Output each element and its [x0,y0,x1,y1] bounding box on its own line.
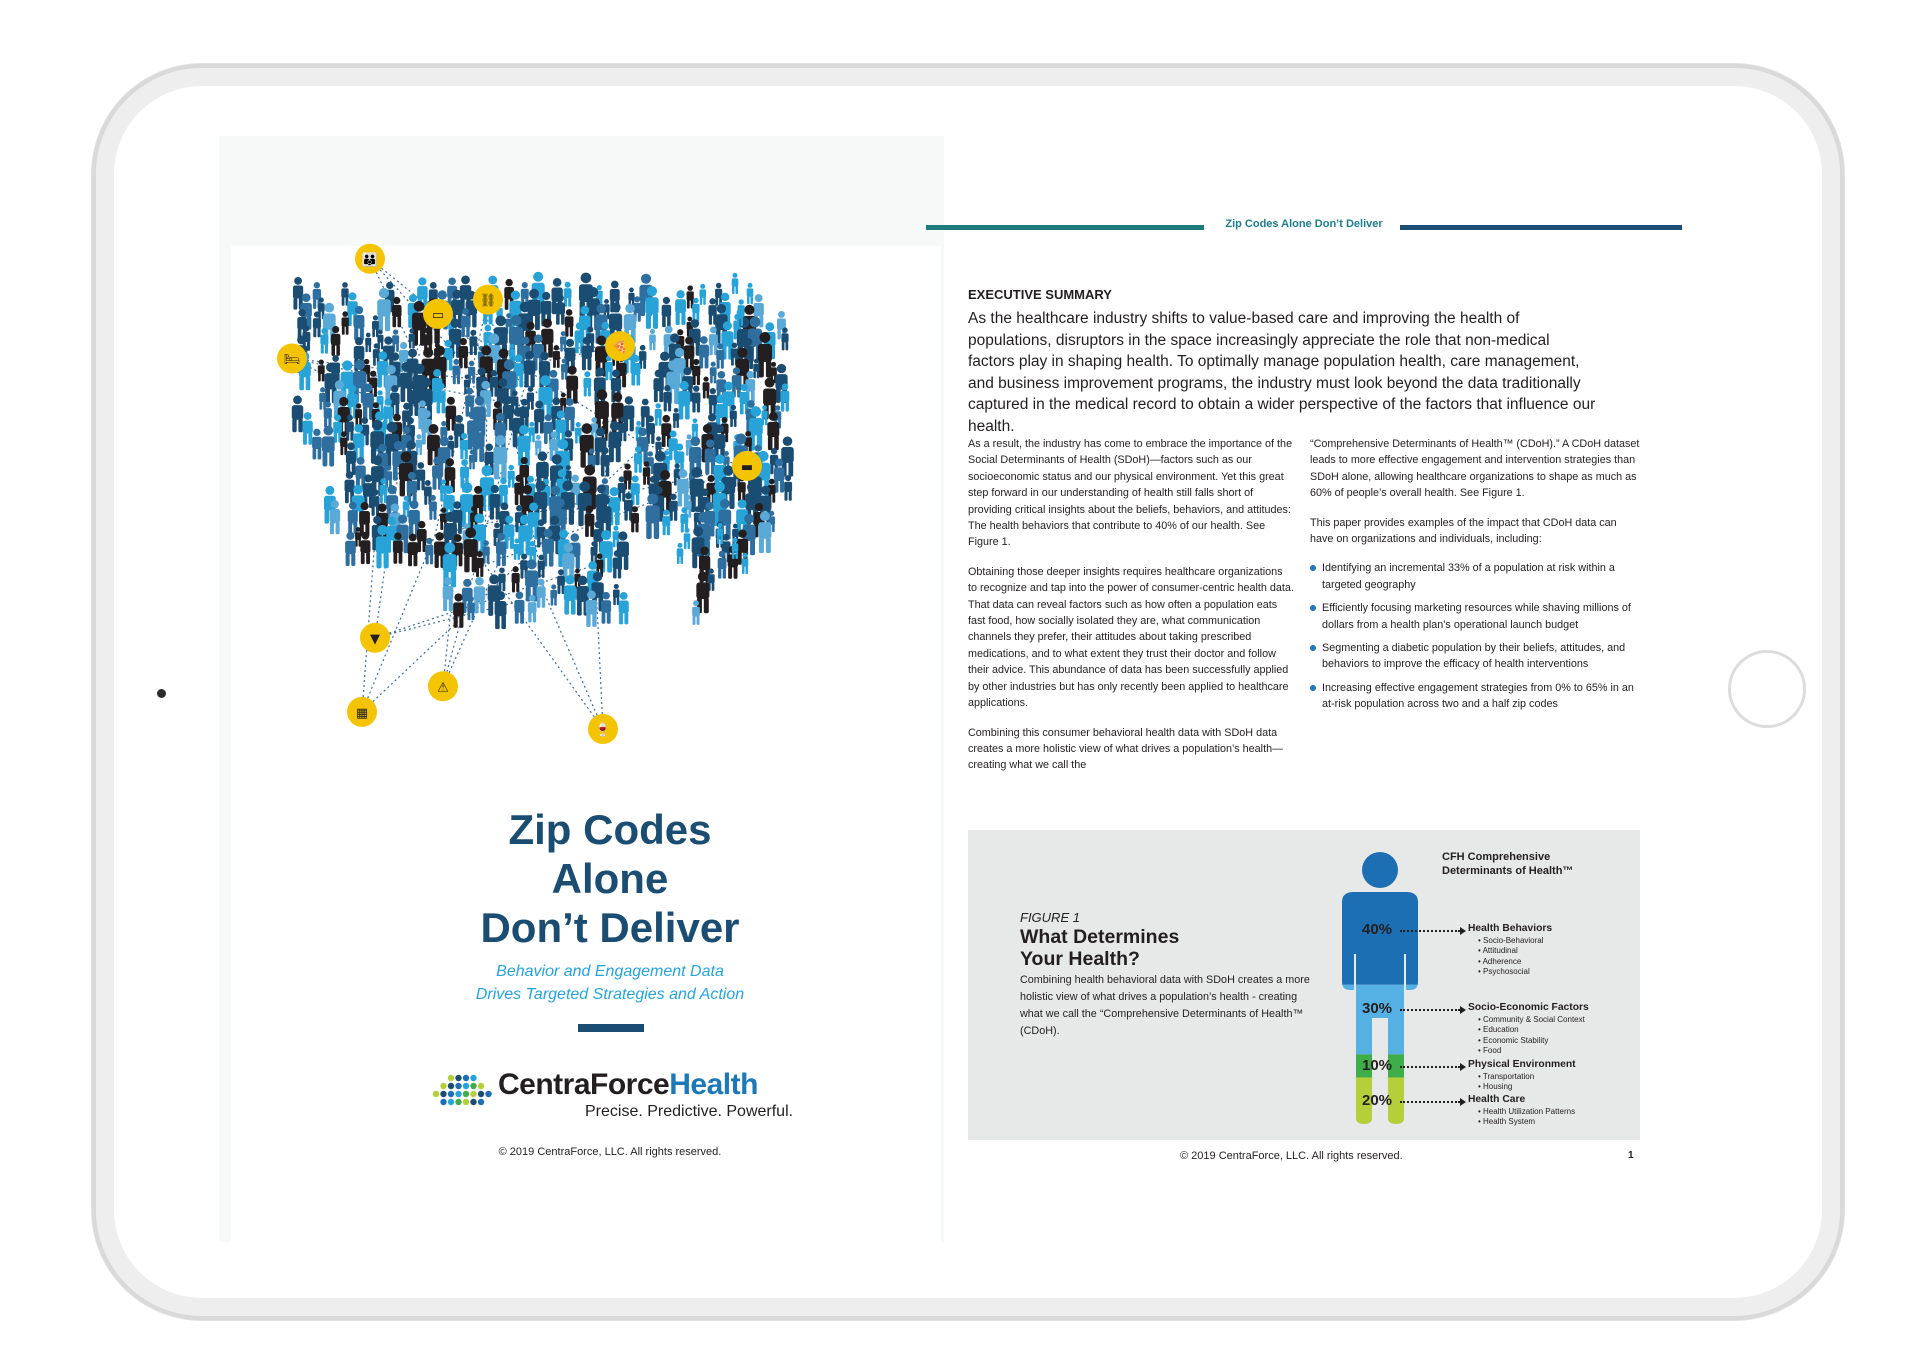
cover-copyright: © 2019 CentraForce, LLC. All rights reserved. [498,1146,722,1158]
paragraph: Combining this consumer behavioral health data with SDoH data creates a more holistic view of what drives a population’s health—creating what we call the [968,726,1283,772]
bed-icon [277,344,307,374]
person-icon [767,412,779,450]
person-icon [646,494,660,539]
person-icon [692,385,700,412]
running-header: Zip Codes Alone Don’t Deliver [1225,218,1383,230]
chart-subcategory: • Community & Social Context [1478,1015,1585,1025]
person-icon [585,506,595,537]
logo-dot [470,1083,476,1089]
chart-subcategory-list [1478,936,1544,978]
chart-subcategory: • Food [1478,1046,1585,1056]
logo-dot [463,1083,469,1089]
person-icon [677,543,684,564]
person-icon [699,336,709,368]
chart-subcategory: • Attitudinal [1478,946,1544,956]
person-icon [476,551,484,577]
chart-category-label: Socio-Economic Factors [1468,1001,1589,1013]
person-icon [452,359,460,384]
chart-subcategory: • Psychosocial [1478,967,1544,977]
logo-dot [463,1075,469,1081]
person-icon [365,333,371,353]
person-icon [692,600,700,625]
person-icon [359,502,370,536]
person-icon [443,577,454,611]
person-icon [355,403,362,425]
logo-dot [470,1075,476,1081]
logo-dot [448,1099,454,1105]
leader-line [1400,1009,1460,1011]
paragraph: This paper provides examples of the impact that CDoH data can have on organizations and individuals, including: [1310,516,1617,546]
logo-dot [448,1075,454,1081]
person-icon [320,328,328,354]
person-icon [758,332,772,377]
person-icon [524,351,535,388]
figure-head [1362,852,1398,888]
logo-dot [440,1099,446,1105]
person-icon [341,282,348,306]
logo-dot [448,1083,454,1089]
leader-line [1400,930,1460,932]
chart-category-label: Physical Environment [1468,1059,1576,1070]
person-icon [758,511,771,553]
person-icon [550,584,557,605]
person-icon [631,506,639,532]
person-icon [753,359,759,379]
header-rule-right [1400,225,1682,230]
person-icon [429,495,437,520]
person-icon [464,527,478,572]
person-icon [392,297,401,327]
person-icon [608,421,621,462]
figure-description: Combining health behavioral data with SDoH creates a more holistic view of what drives a population’s health - creating what we call the “Comprehensive Determinants of Health™ (CDoH). [1020,974,1310,1037]
person-icon [292,396,303,433]
summary-lead-paragraph: As the healthcare industry shifts to value-based care and improving the health of populations, disruptors in the space increasingly appreciate the role that non-medical factors play in shaping health. To optimally manage population health, care management, and business improvement programs, the industry must look beyond the data traditionally captured in the medical record to obtain a wider perspective of the factors that influence our health. [968,310,1596,435]
cover-title-line: Don’t Deliver [480,904,740,951]
person-icon [678,381,690,420]
person-icon [467,596,474,620]
person-icon [613,550,622,578]
paragraph: “Comprehensive Determinants of Health™ (CDoH).” A CDoH dataset leads to more effective engagement and intervention strategies than SDoH alone, allowing healthcare organizations to shape as much as 60% of people’s overall health. See Figure 1. [1310,438,1640,500]
svg-text:▬: ▬ [740,459,754,475]
person-icon [534,401,544,434]
bullet-item: Identifying an incremental 33% of a population at risk within a targeted geography [1310,560,1640,593]
person-icon [432,457,442,490]
person-icon [319,387,326,409]
person-icon [313,311,321,337]
person-icon [371,489,379,516]
person-icon [692,418,698,438]
page-number: 1 [1628,1150,1634,1161]
brand-tagline: Precise. Predictive. Powerful. [585,1103,794,1120]
person-icon [566,366,578,404]
bullet-list [1310,560,1640,712]
person-icon [376,525,390,568]
tie-icon [360,623,390,653]
cover-title-line: Zip Codes [508,806,712,853]
person-icon [673,408,679,428]
section-heading: EXECUTIVE SUMMARY [968,287,1112,302]
chart-subcategory: • Health System [1478,1117,1575,1127]
svg-text:👪: 👪 [361,252,379,268]
logo-dot [470,1091,476,1097]
logo-dot [470,1099,476,1105]
person-icon [355,527,361,547]
person-icon [732,273,739,294]
logo-dot [440,1083,446,1089]
person-icon [747,283,754,304]
chart-value-label: 10% [1362,1057,1393,1074]
person-icon [495,591,507,629]
person-icon [619,592,629,624]
chart-subcategory: • Housing [1478,1082,1534,1092]
header-rule-left [926,225,1204,230]
person-icon [662,509,670,535]
chart-subcategory-list [1478,1015,1585,1057]
person-icon [643,461,650,485]
person-icon [692,359,700,385]
cover-title-line: Alone [551,855,669,902]
chart-title: CFH Comprehensive Determinants of Health™ [1442,851,1574,877]
person-icon [324,401,332,427]
person-icon [717,523,724,544]
brand-name-part: CentraForce [498,1068,670,1101]
person-icon [514,591,524,623]
person-icon [583,371,591,396]
person-icon [631,355,641,386]
logo-dot [455,1075,461,1081]
person-icon [469,450,475,470]
person-icon [718,551,727,579]
logo-dot [478,1099,484,1105]
person-icon [781,383,790,411]
leader-line [1400,1101,1460,1103]
person-icon [784,475,792,501]
person-icon [377,288,391,331]
home-button[interactable] [1728,650,1806,728]
human-figure-chart [1320,850,1440,1130]
person-icon [561,358,568,379]
svg-text:▼: ▼ [370,631,380,647]
person-icon [675,290,686,325]
chart-value-label: 20% [1362,1091,1393,1109]
person-icon [340,431,347,455]
person-icon [342,311,349,334]
bullet-item: Increasing effective engagement strategies from 0% to 65% in an at-risk population across two and a half zip codes [1310,680,1640,713]
warning-icon [428,671,458,701]
person-icon [649,329,656,350]
person-icon [645,286,658,329]
population-map-illustration [265,235,955,755]
logo-dot [433,1091,439,1097]
chart-subcategory: • Economic Stability [1478,1036,1585,1046]
chain-link-icon [473,285,503,315]
person-icon [345,532,356,566]
person-icon [424,480,432,505]
person-icon [416,462,425,490]
person-icon [684,528,691,549]
person-icon [489,485,500,520]
chart-subcategory: • Health Utilization Patterns [1478,1107,1575,1117]
svg-text:🍷: 🍷 [594,723,612,738]
family-icon [355,244,385,274]
person-icon [459,338,468,368]
logo-dot [455,1083,461,1089]
person-icon [408,534,418,567]
person-icon [716,343,724,369]
person-icon [613,584,620,605]
arrow-icon [1460,1006,1466,1014]
body-column-2 [1310,436,1640,720]
person-icon [469,330,477,355]
arrow-icon [1460,1063,1466,1071]
person-icon [594,368,606,406]
person-icon [581,337,591,371]
person-icon [312,429,322,460]
person-icon [537,579,546,608]
person-icon [557,569,565,594]
chart-subcategory-list [1478,1072,1534,1093]
person-icon [393,532,403,563]
logo-dot [485,1091,491,1097]
arrow-icon [1460,1098,1466,1106]
person-icon [322,426,335,467]
camera-icon [157,689,166,698]
page-copyright: © 2019 CentraForce, LLC. All rights reserved. [1180,1150,1403,1162]
person-icon [453,593,464,628]
chart-category-label: Health Care [1468,1093,1526,1105]
figure-label: FIGURE 1 [1020,910,1080,925]
cover-subtitle [420,960,800,1006]
cover-title [400,805,820,952]
person-icon [303,412,313,445]
person-icon [703,376,710,398]
cover-divider [578,1024,644,1032]
paragraph: Obtaining those deeper insights requires healthcare organizations to recognize and tap into the power of consumer-centric health data. That data can reveal factors such as how often a population eats fast food, how socially isolated they are, what communication channels they prefer, their attitudes about taking prescribed medications, and to what extent they trust their doctor and follow their advice. This abundance of data has been successfully applied by other industries but has only recently been applied to healthcare applications. [968,565,1294,710]
calculator-icon [347,697,377,727]
logo-dot [440,1091,446,1097]
chart-band [1320,892,1440,985]
person-icon [385,465,392,488]
person-icon [556,295,565,325]
person-icon [508,465,515,488]
person-icon [663,385,671,411]
person-icon [730,405,737,427]
person-icon [601,592,611,624]
person-icon [564,575,576,615]
svg-text:🍕: 🍕 [611,340,629,356]
logo-dot [463,1091,469,1097]
person-icon [425,538,433,565]
bullet-item: Segmenting a diabetic population by their beliefs, attitudes, and behaviors to improve the efficacy of health interventions [1310,640,1640,673]
person-icon [369,371,377,397]
person-icon [699,284,706,305]
cover-subtitle-line: Behavior and Engagement Data [496,963,724,980]
pizza-icon [605,331,635,361]
person-icon [354,306,365,340]
figure-title: What Determines Your Health? [1020,926,1180,970]
person-icon [461,308,470,337]
person-icon [605,355,613,380]
person-icon [528,595,537,623]
leader-line [1400,1066,1460,1068]
person-icon [655,403,662,426]
body-column-1 [968,436,1294,787]
wine-glass-icon [588,714,618,744]
person-icon [318,359,325,381]
brand-name [498,1068,758,1102]
chart-subcategory-list [1478,1107,1575,1128]
person-icon [346,442,356,475]
person-icon [564,282,572,307]
person-icon [407,472,417,505]
person-icon [499,477,508,505]
chart-subcategory: • Transportation [1478,1072,1534,1082]
chart-band [1320,985,1440,1055]
arrow-icon [1460,927,1466,935]
person-icon [372,315,379,337]
person-icon [742,553,749,574]
logo-dot [463,1099,469,1105]
logo-dot [478,1091,484,1097]
svg-text:⛓: ⛓ [479,293,497,309]
person-icon [710,362,717,384]
cigarette-icon [732,451,762,481]
person-icon [474,577,485,613]
paragraph: As a result, the industry has come to embrace the importance of the Social Determinants of Health (SDoH)—factors such as our socioeconomic status and our physical environment. Yet this great step forward in our understanding of health still falls short of providing critical insights about the beliefs, behaviors, and attitudes: The health behaviors that contribute to 40% of our health. See Figure 1. [968,438,1293,549]
person-icon [360,532,370,564]
logo-dot [455,1099,461,1105]
svg-text:⚠: ⚠ [437,680,449,696]
person-icon [634,446,642,473]
svg-text:🛏: 🛏 [283,352,301,368]
person-icon [675,443,684,473]
logo-dot [455,1091,461,1097]
person-icon [565,309,574,337]
person-icon [553,345,560,368]
chart-subcategory: • Socio-Behavioral [1478,936,1544,946]
svg-text:▭: ▭ [431,307,445,323]
svg-text:▦: ▦ [355,705,369,721]
chart-value-label: 30% [1362,999,1393,1017]
chart-category-label: Health Behaviors [1468,923,1553,934]
brand-name-part: Health [669,1068,758,1101]
person-icon [653,370,663,403]
chart-value-label: 40% [1362,921,1393,938]
logo-dot [448,1091,454,1097]
person-icon [331,326,340,356]
chart-subcategory: • Education [1478,1025,1585,1035]
logo-dot [478,1083,484,1089]
bullet-item: Efficiently focusing marketing resources while shaving millions of dollars from a health plan’s operational launch budget [1310,600,1640,633]
person-icon [692,298,699,322]
person-icon [538,555,545,578]
person-icon [662,297,671,327]
person-icon [496,533,506,566]
person-icon [586,590,597,627]
person-icon [669,494,678,521]
person-icon [781,327,788,350]
cover-subtitle-line: Drives Targeted Strategies and Action [475,986,745,1003]
person-icon [409,328,415,348]
person-icon [514,538,521,560]
person-icon [591,541,598,563]
person-icon [460,433,468,459]
credit-card-icon [423,299,453,329]
person-icon [512,566,520,592]
person-icon [493,435,507,479]
person-icon [641,399,650,427]
person-icon [527,386,534,409]
person-icon [346,415,354,441]
person-icon [436,383,446,414]
chart-subcategory: • Adherence [1478,957,1544,967]
person-icon [329,500,340,534]
